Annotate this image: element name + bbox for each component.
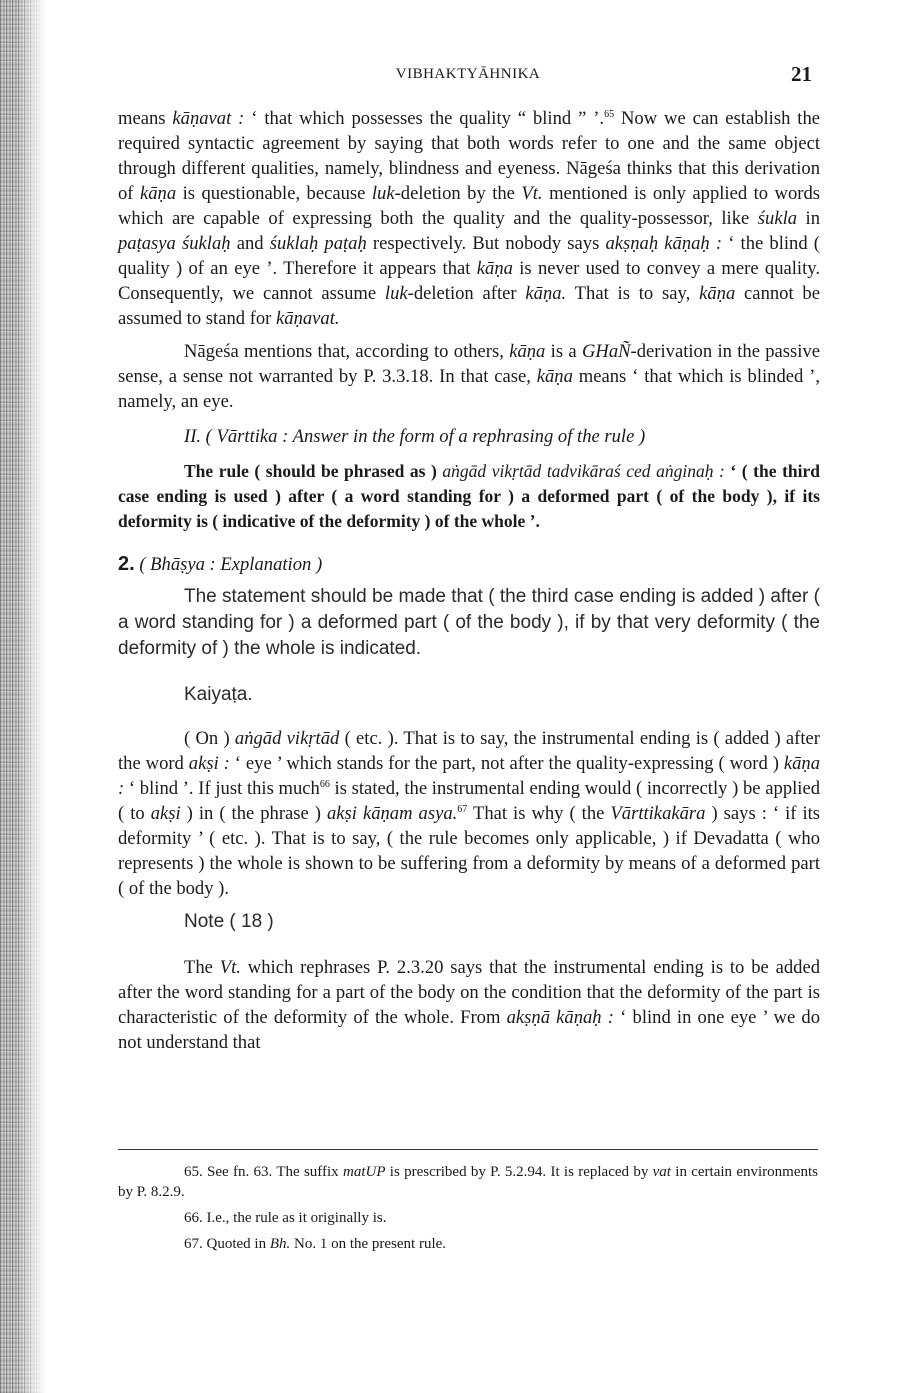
paragraph-nagesa-others	[118, 339, 820, 414]
text-run: ( On )	[184, 728, 235, 749]
footnote-ref: 65	[604, 108, 615, 120]
text-run: is a	[545, 341, 582, 362]
italic-term: ( Bhāṣya : Explanation )	[134, 554, 323, 575]
text-run: cannot be assumed to stand for	[118, 283, 820, 329]
italic-term: kāṇa	[476, 258, 513, 279]
footnote-ref: 66	[319, 778, 330, 790]
text-run: ) says : ‘ if its deformity ’ ( etc. ). That is to say, ( the rule becomes only applicable, ) if Devadatta ( who represents ) the whole is shown to be suffering from a deformity by means of a deformed part ( of the body ).	[118, 803, 821, 899]
italic-term: luk	[371, 183, 395, 204]
text-run: ‘ blind ’. If just this much	[124, 778, 320, 799]
text-run: ‘ ( the third case ending is used ) after ( a word standing for ) a deformed part ( of the body ), if its deformity is ( indicative of the deformity ) of the whole ’.	[118, 461, 820, 531]
footnote-67	[118, 1234, 818, 1254]
italic-term: paṭasya śuklaḥ	[118, 233, 231, 254]
text-run: Now we can establish the required syntactic agreement by saying that both words refer to one and the same object through different qualities, namely, blindness and eyeness. Nāgeśa thinks that this derivation of	[118, 108, 820, 204]
page-body	[118, 106, 820, 1055]
kaiyata-heading	[118, 682, 820, 708]
text-run: -deletion after	[407, 283, 526, 304]
italic-term: GHaÑ	[581, 341, 631, 362]
scanned-page-gutter	[0, 0, 46, 1393]
text-run: respectively. But nobody says	[366, 233, 606, 254]
bhasya-explanation	[118, 584, 820, 662]
text-run: is prescribed by P. 5.2.94. It is replaced by	[385, 1164, 653, 1180]
text-run: -derivation in the passive sense, a sense not warranted by P. 3.3.18. In that case,	[118, 341, 820, 387]
text-run: in	[797, 208, 820, 229]
italic-term: śuklaḥ paṭaḥ	[269, 233, 367, 254]
footnotes	[118, 1162, 818, 1254]
italic-term: kāṇa	[139, 183, 177, 204]
italic-term: kāṇavat :	[172, 108, 245, 129]
text-run: is questionable, because	[176, 183, 372, 204]
note-paragraph	[118, 955, 820, 1055]
italic-term: akṣi	[150, 803, 181, 824]
italic-term: luk	[384, 283, 408, 304]
text-run: 66. I.e., the rule as it originally is.	[184, 1210, 387, 1226]
italic-term: vat	[652, 1164, 671, 1180]
italic-term: kāṇa.	[525, 283, 567, 304]
text-run: Kaiyaṭa.	[184, 684, 253, 705]
italic-term: aṅgād vikṛtād tadvikāraś ced aṅginaḥ :	[442, 461, 725, 481]
italic-term: kāṇa :	[118, 753, 820, 799]
text-run: No. 1 on the present rule.	[290, 1236, 447, 1252]
italic-term: kāṇavat.	[276, 308, 340, 329]
footnote-ref: 67	[457, 803, 468, 815]
bhasya-heading	[118, 552, 820, 577]
text-run: means ‘ that which is blinded ’, namely, an eye.	[118, 366, 820, 412]
text-run: ( etc. ). That is to say, the instrumental ending is ( added ) after the word	[118, 728, 820, 774]
text-run: mentioned is only applied to words which are capable of expressing both the quality and the quality-possessor, like	[118, 183, 820, 229]
text-run: ) in ( the phrase )	[180, 803, 327, 824]
kaiyata-commentary	[118, 726, 820, 901]
footnote-divider	[118, 1149, 818, 1150]
italic-term: śukla	[757, 208, 798, 229]
text-run: The rule ( should be phrased as )	[184, 461, 443, 481]
text-run: Note ( 18 )	[184, 911, 274, 932]
note-heading	[118, 909, 820, 935]
italic-term: kāṇa	[509, 341, 546, 362]
text-run: means	[118, 108, 173, 129]
footnote-66	[118, 1208, 818, 1228]
italic-term: akṣi :	[188, 753, 230, 774]
text-run: is stated, the instrumental ending would ( incorrectly ) be applied ( to	[118, 778, 820, 824]
text-run: in certain environments by P. 8.2.9.	[118, 1164, 818, 1200]
text-run: Nāgeśa mentions that, according to others,	[184, 341, 510, 362]
italic-term: kāṇa	[536, 366, 573, 387]
italic-term: aṅgād vikṛtād	[234, 728, 340, 749]
italic-term: Vārttikakāra	[610, 803, 706, 824]
italic-term: kāṇa	[699, 283, 736, 304]
italic-term: Vt.	[219, 957, 241, 978]
text-run: 67. Quoted in	[184, 1236, 270, 1252]
text-run: is never used to convey a mere quality. Consequently, we cannot assume	[118, 258, 820, 304]
text-run: ‘ eye ’ which stands for the part, not after the quality-expressing ( word )	[229, 753, 784, 774]
paragraph-kanavat	[118, 106, 820, 331]
varttika-heading	[118, 424, 820, 449]
page-number: 21	[791, 62, 812, 86]
running-title: VIBHAKTYĀHNIKA	[395, 66, 541, 82]
italic-term: Vt.	[521, 183, 543, 204]
text-run: ‘ the blind ( quality ) of an eye ’. Therefore it appears that	[118, 233, 820, 279]
italic-term: II. ( Vārttika : Answer in the form of a rephrasing of the rule )	[184, 426, 646, 447]
text-run: which rephrases P. 2.3.20 says that the instrumental ending is to be added after the word standing for a part of the body on the condition that the deformity of the part is characteristic of the deformity of the whole. From	[118, 957, 820, 1028]
text-run: ‘ that which possesses the quality “ blind ” ’.	[244, 108, 605, 129]
italic-term: akṣi kāṇam asya.	[327, 803, 458, 824]
text-run: That is why ( the	[467, 803, 611, 824]
text-run: The statement should be made that ( the third case ending is added ) after ( a word standing for ) a deformed part ( of the body ), if by that very deformity ( the deformity of ) the whole is indicated.	[118, 586, 820, 659]
text-run: The	[184, 957, 220, 978]
italic-term: matUP	[343, 1164, 386, 1180]
text-run: 65. See fn. 63. The suffix	[184, 1164, 343, 1180]
page-header	[118, 62, 818, 88]
text-run: That is to say,	[566, 283, 700, 304]
varttika-rule	[118, 459, 820, 534]
text-run: ‘ blind in one eye ’ we do not understand that	[118, 1007, 820, 1053]
text-run: and	[230, 233, 270, 254]
italic-term: Bh.	[269, 1236, 291, 1252]
italic-term: akṣṇā kāṇaḥ :	[506, 1007, 614, 1028]
italic-term: akṣṇaḥ kāṇaḥ :	[605, 233, 723, 254]
footnote-65	[118, 1162, 818, 1202]
text-run: -deletion by the	[394, 183, 522, 204]
text-run: 2.	[118, 553, 135, 575]
